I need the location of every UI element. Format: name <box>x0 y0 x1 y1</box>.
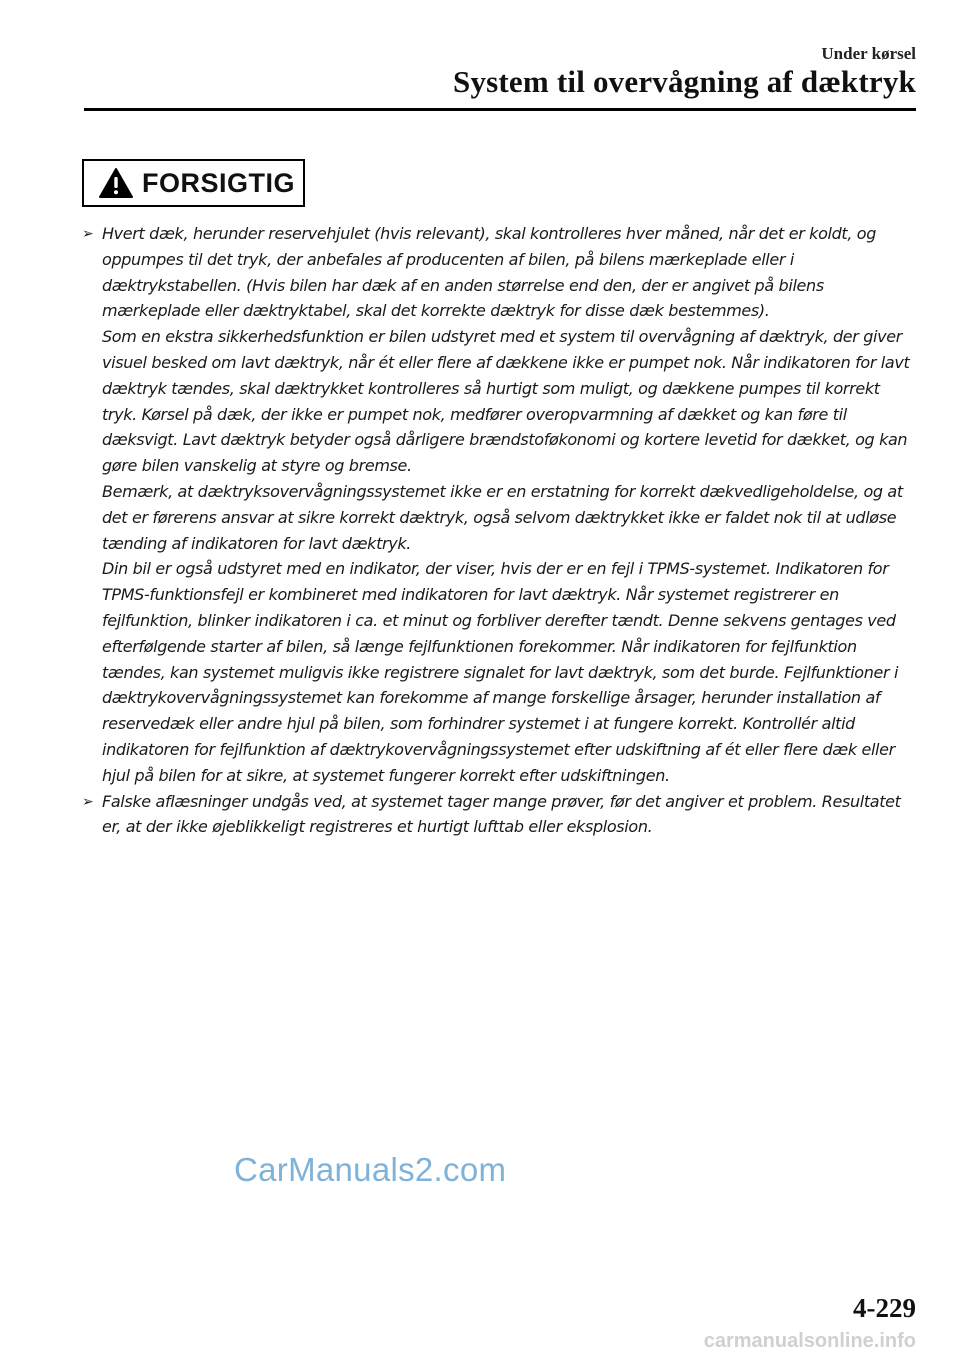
bullet-paragraph: Din bil er også udstyret med en indikator, der viser, hvis der er en fejl i TPMS-systemet. Indikatoren for TPMS-funktionsfejl er kombineret med indikatoren for lavt dæktryk. Når systemet registrerer en fejlfunktion, blinker indikatoren i ca. et minut og forbliver derefter tændt. Denne sekvens gentages ved efterfølgende starter af bilen, så længe fejlfunktionen forekommer. Når indikatoren for fejlfunktion tændes, kan systemet muligvis ikke registrere signalet for lavt dæktryk, som det burde. Fejlfunktioner i dæktrykovervågningssystemet kan forekomme af mange forskellige årsager, herunder installation af reservedæk eller andre hjul på bilen, som forhindrer systemet i at fungere korrekt. Kontrollér altid indikatoren for fejlfunktion af dæktrykovervågningssystemet efter udskiftning af ét eller flere dæk eller hjul på bilen for at sikre, at systemet fungerer korrekt efter udskiftningen. <box>102 559 899 785</box>
watermark-link[interactable]: CarManuals2.com <box>234 1151 507 1188</box>
caution-box <box>82 159 305 207</box>
bullet-body <box>102 221 914 789</box>
warning-triangle-icon <box>98 167 134 199</box>
bullet-item <box>82 221 914 789</box>
bullet-paragraph: Hvert dæk, herunder reservehjulet (hvis relevant), skal kontrolleres hver måned, når det er koldt, og oppumpes til det tryk, der anbefales af producenten af bilen, på bilens mærkeplade eller i dæktrykstabellen. (Hvis bilen har dæk af en anden størrelse end den, der er angivet på bilens mærkeplade eller dæktryktabel, skal det korrekte dæktryk for disse dæk bestemmes). <box>102 224 877 321</box>
bullet-item <box>82 789 914 841</box>
bullet-marker: ➢ <box>82 793 94 810</box>
page-number: 4-229 <box>853 1293 916 1323</box>
bullet-paragraph: Bemærk, at dæktryksovervågningssystemet ikke er en erstatning for korrekt dækvedligeholdelse, og at det er førerens ansvar at sikre korrekt dæktryk, også selvom dæktrykket ikke er faldet nok til at udløse tænding af indikatoren for lavt dæktryk. <box>102 481 903 553</box>
caution-label: FORSIGTIG <box>142 167 295 198</box>
caution-bullets <box>82 221 914 840</box>
bullet-paragraph: Falske aflæsninger undgås ved, at systemet tager mange prøver, før det angiver et problem. Resultatet er, at der ikke øjeblikkeligt registreres et hurtigt lufttab eller eksplosion. <box>102 791 901 837</box>
section-label: Under kørsel <box>821 44 916 63</box>
bullet-body <box>102 789 914 841</box>
header-divider <box>84 108 916 111</box>
bullet-marker: ➢ <box>82 226 94 242</box>
bullet-paragraph: Som en ekstra sikkerhedsfunktion er bilen udstyret med et system til overvågning af dæktryk, der giver visuel besked om lavt dæktryk, når ét eller flere af dækkene ikke er pumpet nok. Når indikatoren for lavt dæktryk tændes, skal dæktrykket kontrolleres så hurtigt som muligt, og dækkene pumpes til korrekt tryk. Kørsel på dæk, der ikke er pumpet nok, medfører overopvarmning af dækket og kan føre til dæksvigt. Lavt dæktryk betyder også dårligere brændstoføkonomi og kortere levetid for dækket, og kan gøre bilen vanskelig at styre og bremse. <box>102 327 910 476</box>
page-title: System til overvågning af dæktryk <box>453 64 916 99</box>
footer-url-link[interactable]: carmanualsonline.info <box>703 1330 916 1352</box>
